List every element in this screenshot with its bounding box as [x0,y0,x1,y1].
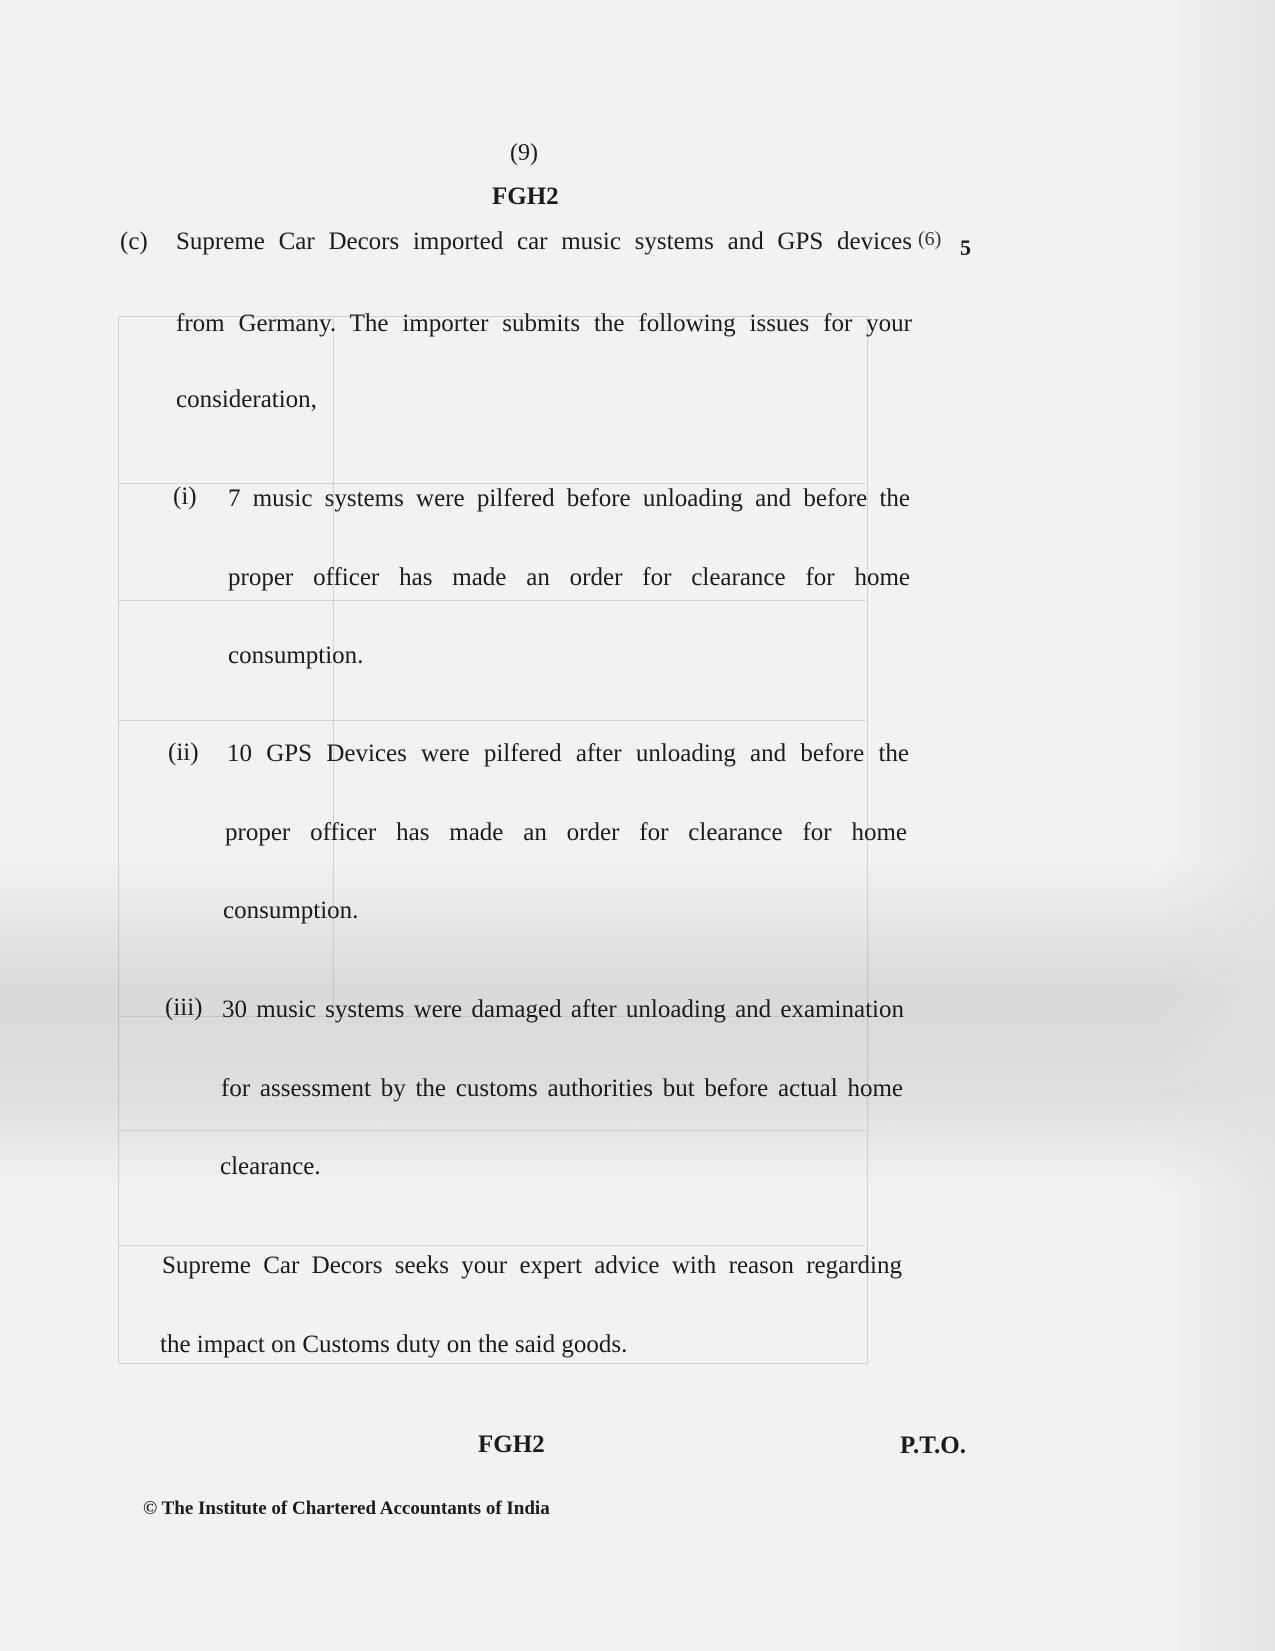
issue-line-1: 7 music systems were pilfered before unloading and before the [228,485,910,512]
bleed-through-rule [118,1245,866,1246]
issue-line-1: 30 music systems were damaged after unloading and examination [222,996,904,1023]
margin-mark: 5 [960,235,971,260]
copyright-notice: © The Institute of Chartered Accountants of India [143,1498,550,1519]
question-intro-line-1: Supreme Car Decors imported car music systems and GPS devices [176,228,912,255]
question-label: (c) [120,228,148,255]
issue-number: (i) [173,483,197,510]
pto-label: P.T.O. [900,1432,966,1459]
question-marks: (6) [918,228,942,250]
issue-line-2: proper officer has made an order for clearance for home [225,819,907,846]
closing-line-2: the impact on Customs duty on the said goods. [160,1331,628,1358]
bleed-through-rule [118,720,866,721]
page-number: (9) [510,140,538,166]
issue-line-2: proper officer has made an order for clearance for home [228,564,910,591]
paper-code-header: FGH2 [492,183,559,210]
paper-code-footer: FGH2 [478,1431,545,1458]
issue-line-2: for assessment by the customs authorities but before actual home [221,1075,903,1102]
question-intro-line-2: from Germany. The importer submits the following issues for your [176,310,912,337]
bleed-through-rule [118,600,866,601]
issue-number: (iii) [165,994,203,1021]
issue-line-3: consumption. [223,897,359,924]
scan-edge [1155,0,1275,1651]
issue-number: (ii) [168,739,199,766]
bleed-through-rule [118,1130,866,1131]
closing-line-1: Supreme Car Decors seeks your expert advice with reason regarding [162,1252,902,1279]
question-intro-line-3: consideration, [176,386,317,413]
issue-line-1: 10 GPS Devices were pilfered after unloading and before the [227,740,909,767]
issue-line-3: consumption. [228,642,364,669]
issue-line-3: clearance. [220,1153,321,1180]
